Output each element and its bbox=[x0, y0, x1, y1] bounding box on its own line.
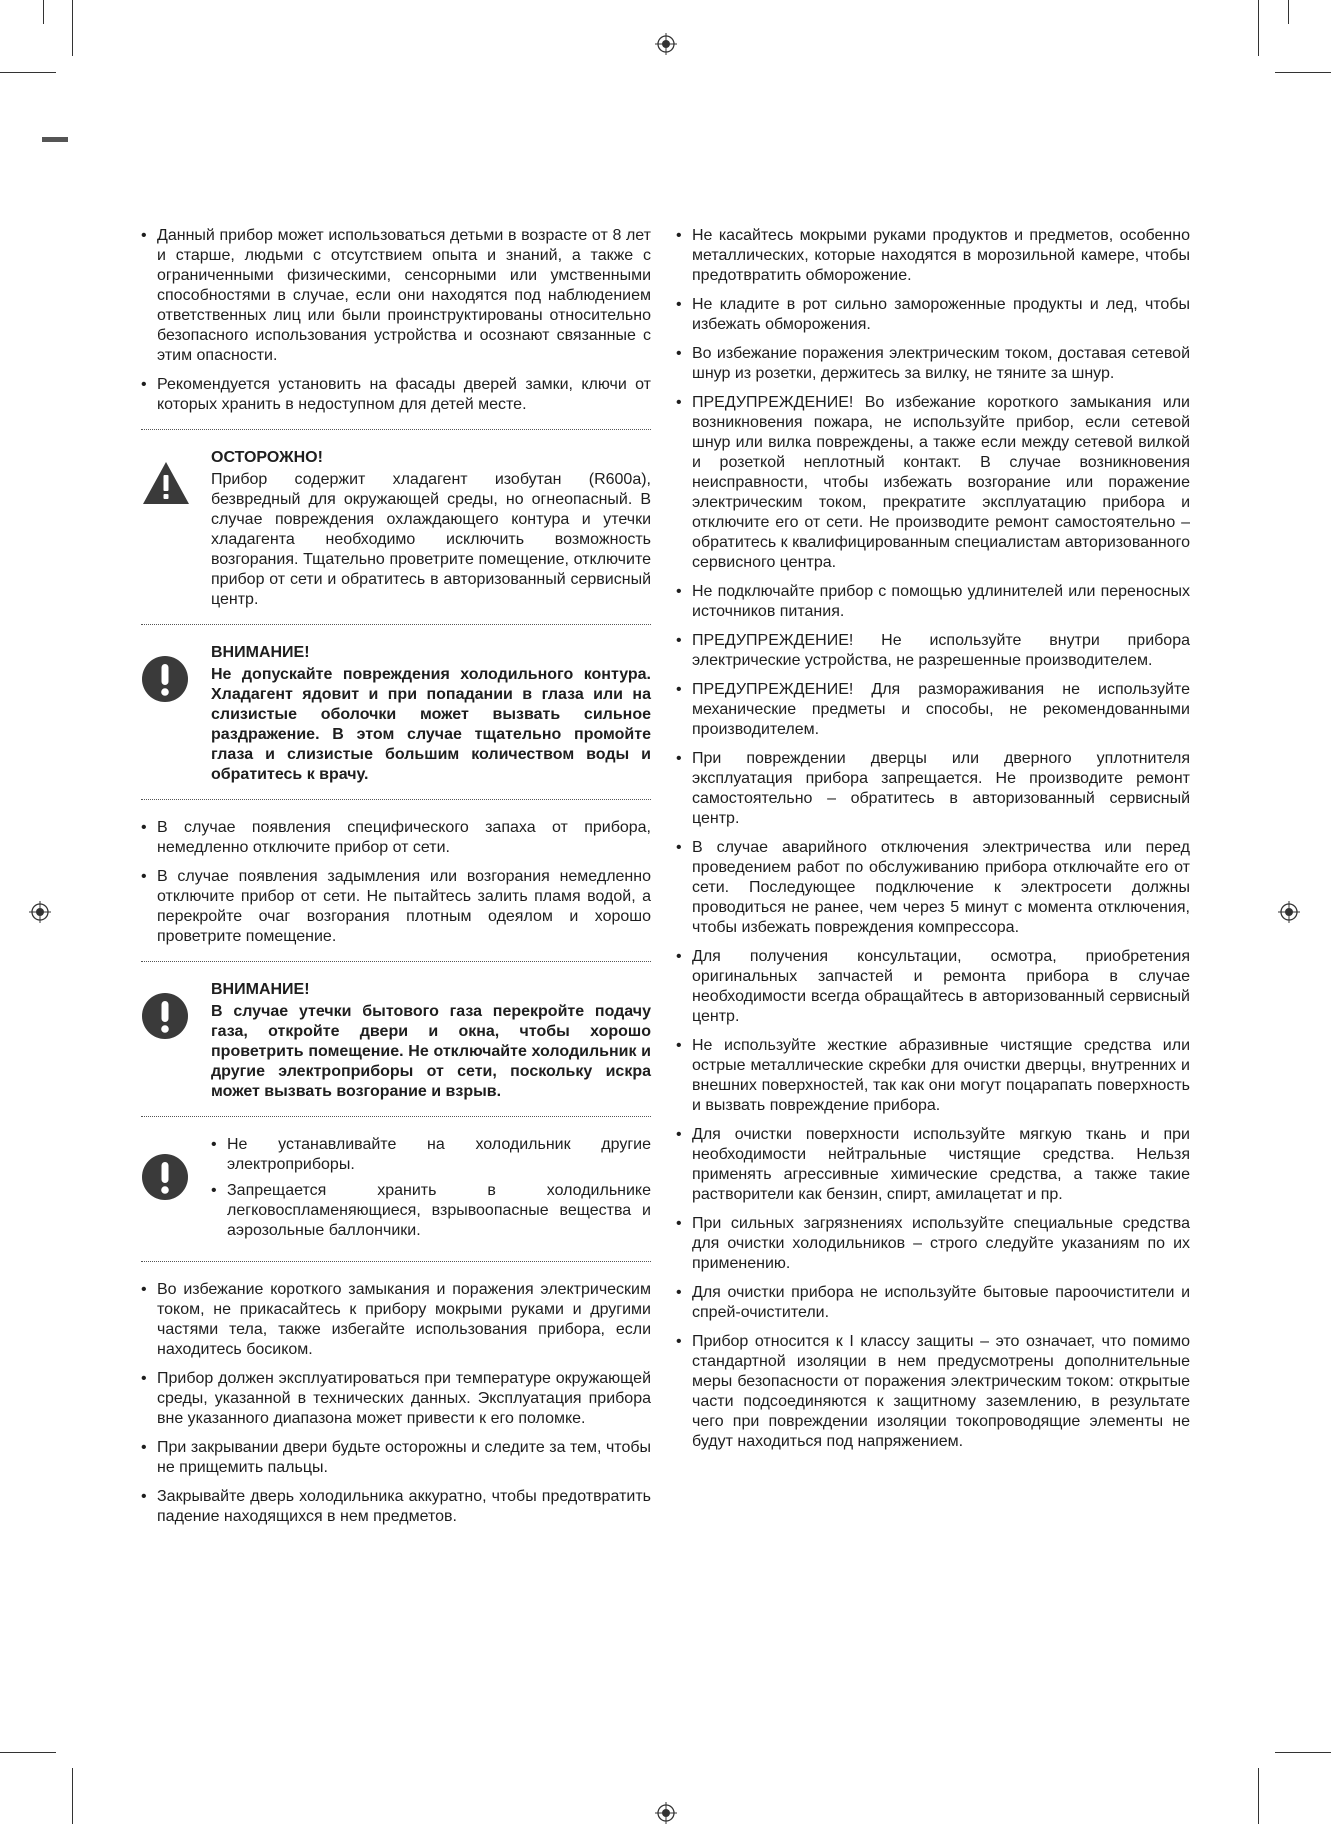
attention-title: ВНИМАНИЕ! bbox=[211, 981, 310, 998]
list-item: • Для очистки прибора не используйте бытовые пароочистители и спрей-очистители. bbox=[676, 1283, 1190, 1323]
caution-box bbox=[141, 448, 651, 610]
list-item: • В случае появления специфического запаха от прибора, немедленно отключите прибор от сети. bbox=[141, 818, 651, 858]
list-item: • ПРЕДУПРЕЖДЕНИЕ! Не используйте внутри прибора электрические устройства, не разрешенные производителем. bbox=[676, 631, 1190, 671]
dotted-divider bbox=[141, 799, 651, 800]
list-item: • Данный прибор может использоваться детьми в возрасте от 8 лет и старше, людьми с отсутствием опыта и знаний, а также с ограниченными физическими, сенсорными или умственными способностями в случае, если они находятся под наблюдением ответственных лиц или были проинструктированы относительно безопасного использования устройства и осознают связанные с этим опасности. bbox=[141, 226, 651, 366]
middle-bullet-list bbox=[141, 818, 651, 947]
crop-mark bbox=[1288, 0, 1289, 24]
list-item: • Во избежание короткого замыкания и поражения электрическим током, не прикасайтесь к прибору мокрыми руками и другими частями тела, также избегайте использования прибора, если находитесь босиком. bbox=[141, 1280, 651, 1360]
dotted-divider bbox=[141, 624, 651, 625]
attention-box bbox=[141, 1135, 651, 1247]
exclamation-circle-icon bbox=[141, 992, 189, 1040]
list-item: • Не подключайте прибор с помощью удлинителей или переносных источников питания. bbox=[676, 582, 1190, 622]
attention-text: Не допускайте повреждения холодильного контура. Хладагент ядовит и при попадании в глаза или на слизистые оболочки может вызвать сильное раздражение. В этом случае тщательно промойте глаза и слизистые большим количеством воды и обратитесь к врачу. bbox=[211, 666, 651, 783]
bottom-bullet-list bbox=[141, 1280, 651, 1527]
exclamation-circle-icon bbox=[141, 1153, 189, 1201]
intro-bullet-list bbox=[141, 226, 651, 415]
list-item: • Прибор относится к I классу защиты – это означает, что помимо стандартной изоляции в нем предусмотрены дополнительные меры безопасности от поражения электрическим током: открытые части подсоединяются к защитному заземлению, в результате чего при повреждении изоляции токопроводящие элементы не будут находиться под напряжением. bbox=[676, 1332, 1190, 1452]
dotted-divider bbox=[141, 961, 651, 962]
caution-title: ОСТОРОЖНО! bbox=[211, 449, 323, 466]
list-item: • Во избежание поражения электрическим током, доставая сетевой шнур из розетки, держитесь за вилку, не тяните за шнур. bbox=[676, 344, 1190, 384]
list-item: • В случае появления задымления или возгорания немедленно отключите прибор от сети. Не пытайтесь залить пламя водой, а перекройте очаг возгорания плотным одеялом и хорошо проветрите помещение. bbox=[141, 867, 651, 947]
list-item: • Для получения консультации, осмотра, приобретения оригинальных запчастей и ремонта прибора в случае необходимости всегда обращайтесь в авторизованный сервисный центр. bbox=[676, 947, 1190, 1027]
exclamation-circle-icon bbox=[141, 655, 189, 703]
registration-mark-icon bbox=[1278, 901, 1300, 923]
registration-mark-icon bbox=[29, 901, 51, 923]
list-item: • При повреждении дверцы или дверного уплотнителя эксплуатация прибора запрещается. Не производите ремонт самостоятельно – обратитесь в авторизованный сервисный центр. bbox=[676, 749, 1190, 829]
attention-box bbox=[141, 643, 651, 785]
crop-mark bbox=[1275, 72, 1331, 73]
dotted-divider bbox=[141, 1116, 651, 1117]
crop-mark bbox=[72, 1768, 73, 1824]
list-item: • Прибор должен эксплуатироваться при температуре окружающей среды, указанной в технических данных. Эксплуатация прибора вне указанного диапазона может привести к его поломке. bbox=[141, 1369, 651, 1429]
crop-mark bbox=[1275, 1752, 1331, 1753]
registration-mark-icon bbox=[655, 33, 677, 55]
crop-mark bbox=[1258, 0, 1259, 56]
list-item: • Для очистки поверхности используйте мягкую ткань и при необходимости нейтральные чистящие средства. Нельзя применять агрессивные химические средства, а также такие растворители как бензин, спирт, амилацетат и пр. bbox=[676, 1125, 1190, 1205]
warning-triangle-icon bbox=[141, 460, 191, 506]
list-item: • Не касайтесь мокрыми руками продуктов и предметов, особенно металлических, которые находятся в морозильной камере, чтобы предотвратить обморожение. bbox=[676, 226, 1190, 286]
list-item: • Не используйте жесткие абразивные чистящие средства или острые металлические скребки для очистки дверцы, внутренних и внешних поверхностей, так как они могут поцарапать поверхность и вызвать повреждение прибора. bbox=[676, 1036, 1190, 1116]
right-column bbox=[676, 226, 1190, 1461]
list-item: • Не устанавливайте на холодильник другие электроприборы. bbox=[211, 1135, 651, 1175]
list-item: • Закрывайте дверь холодильника аккуратно, чтобы предотвратить падение находящихся в нем предметов. bbox=[141, 1487, 651, 1527]
caution-text: Прибор содержит хладагент изобутан (R600a), безвредный для окружающей среды, но огнеопасный. В случае повреждения охлаждающего контура и утечки хладагента необходимо исключить возможность возгорания. Тщательно проветрите помещение, отключите прибор от сети и обратитесь в авторизованный сервисный центр. bbox=[211, 471, 651, 608]
list-item: • При сильных загрязнениях используйте специальные средства для очистки холодильников – строго следуйте указаниям по их применению. bbox=[676, 1214, 1190, 1274]
registration-mark-icon bbox=[655, 1802, 677, 1824]
list-item: • Не кладите в рот сильно замороженные продукты и лед, чтобы избежать обморожения. bbox=[676, 295, 1190, 335]
dotted-divider bbox=[141, 1261, 651, 1262]
attention-title: ВНИМАНИЕ! bbox=[211, 644, 310, 661]
left-column bbox=[141, 226, 651, 1536]
crop-mark bbox=[72, 0, 73, 56]
crop-mark bbox=[43, 0, 44, 24]
crop-mark bbox=[0, 1752, 56, 1753]
attention-text: В случае утечки бытового газа перекройте подачу газа, откройте двери и окна, чтобы хорошо проветрить помещение. Не отключайте холодильник и другие электроприборы от сети, поскольку искра может вызвать возгорание и взрыв. bbox=[211, 1003, 651, 1100]
crop-mark bbox=[0, 72, 56, 73]
right-bullet-list bbox=[676, 226, 1190, 1452]
page-tab-mark bbox=[42, 137, 68, 142]
list-item: • При закрывании двери будьте осторожны и следите за тем, чтобы не прищемить пальцы. bbox=[141, 1438, 651, 1478]
list-item: • Запрещается хранить в холодильнике легковоспламеняющиеся, взрывоопасные вещества и аэрозольные баллончики. bbox=[211, 1181, 651, 1241]
crop-mark bbox=[1258, 1768, 1259, 1824]
dotted-divider bbox=[141, 429, 651, 430]
list-item: • ПРЕДУПРЕЖДЕНИЕ! Для размораживания не используйте механические предметы и способы, не рекомендованными производителем. bbox=[676, 680, 1190, 740]
attention-box bbox=[141, 980, 651, 1102]
list-item: • Рекомендуется установить на фасады дверей замки, ключи от которых хранить в недоступном для детей месте. bbox=[141, 375, 651, 415]
list-item: • ПРЕДУПРЕЖДЕНИЕ! Во избежание короткого замыкания или возникновения пожара, не используйте прибор, если сетевой шнур или вилка повреждены, а также если между сетевой вилкой и розеткой неплотный контакт. В случае возникновения неисправности, чтобы избежать возгорание или поражение электрическим током, прекратите эксплуатацию прибора и отключите его от сети. Не производите ремонт самостоятельно – обратитесь к квалифицированным специалистам авторизованного сервисного центра. bbox=[676, 393, 1190, 573]
list-item: • В случае аварийного отключения электричества или перед проведением работ по обслуживанию прибора отключайте его от сети. Последующее подключение к электросети должны проводиться не ранее, чем через 5 минут с момента отключения, чтобы избежать повреждения компрессора. bbox=[676, 838, 1190, 938]
attention-bullet-list bbox=[211, 1135, 651, 1241]
